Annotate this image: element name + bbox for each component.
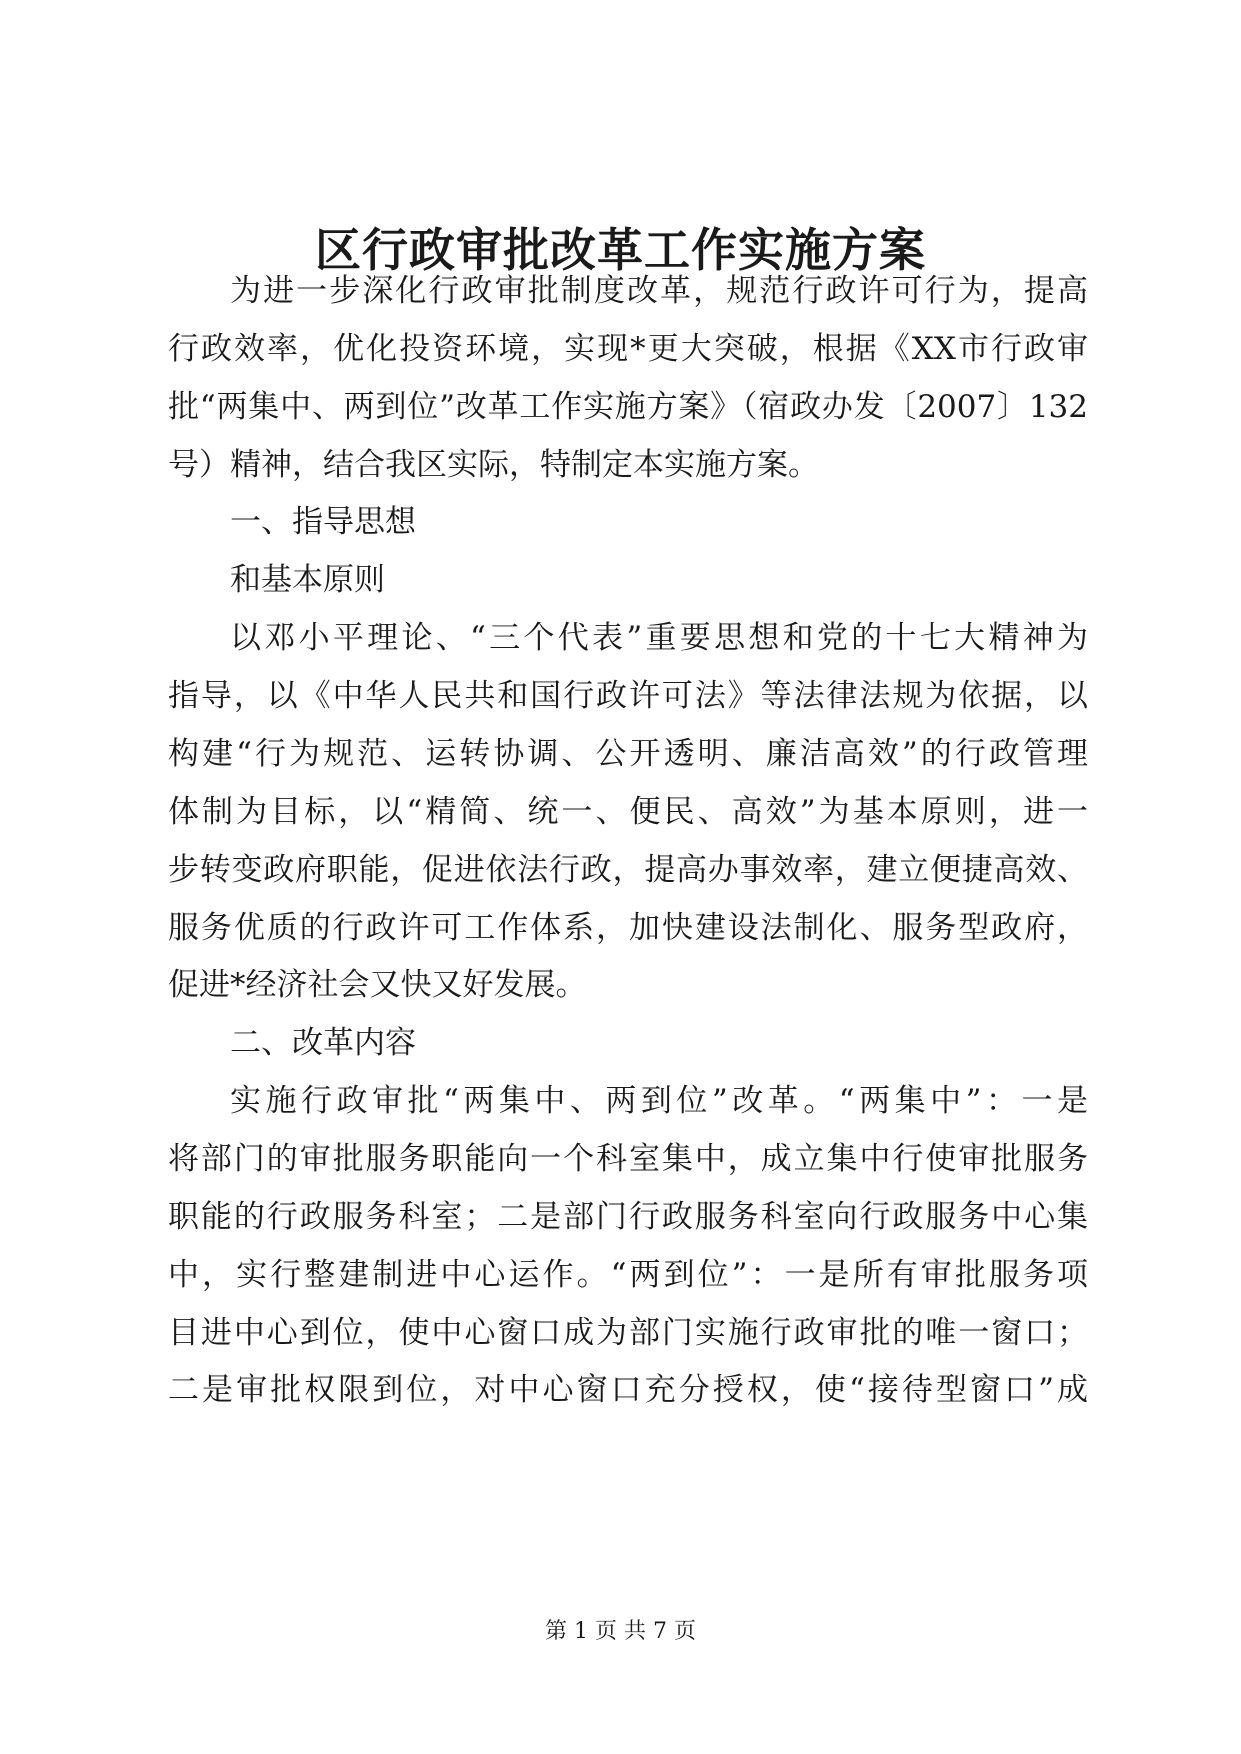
- paragraph-line: 促进*经济社会又快又好发展。: [168, 967, 587, 1003]
- document-title: 区行政审批改革工作实施方案: [315, 223, 926, 277]
- paragraph-line: 目进中心到位，使中心窗口成为部门实施行政审批的唯一窗口；: [168, 1315, 1088, 1351]
- paragraph-line: 实施行政审批“两集中、两到位”改革。“两集中”：一是: [230, 1083, 1088, 1119]
- paragraph-line: 批“两集中、两到位”改革工作实施方案》（宿政办发〔2007〕132: [168, 389, 1088, 425]
- paragraph-line: 二是审批权限到位，对中心窗口充分授权，使“接待型窗口”成: [168, 1372, 1088, 1408]
- paragraph-line: 为进一步深化行政审批制度改革，规范行政许可行为，提高: [230, 273, 1088, 309]
- paragraph-line: 职能的行政服务科室；二是部门行政服务科室向行政服务中心集: [168, 1199, 1088, 1235]
- paragraph-line: 步转变政府职能，促进依法行政，提高办事效率，建立便捷高效、: [168, 852, 1088, 888]
- paragraph-line: 将部门的审批服务职能向一个科室集中，成立集中行使审批服务: [168, 1141, 1088, 1177]
- paragraph-line: 中，实行整建制进中心运作。“两到位”：一是所有审批服务项: [168, 1257, 1088, 1293]
- paragraph-line: 号）精神，结合我区实际，特制定本实施方案。: [168, 447, 819, 483]
- section-heading: 二、改革内容: [230, 1025, 416, 1061]
- paragraph-line: 行政效率，优化投资环境，实现*更大突破，根据《XX市行政审: [168, 331, 1088, 367]
- paragraph-line: 体制为目标，以“精简、统一、便民、高效”为基本原则，进一: [168, 794, 1088, 830]
- paragraph-line: 以邓小平理论、“三个代表”重要思想和党的十七大精神为: [230, 620, 1088, 656]
- section-heading: 一、指导思想: [230, 504, 416, 540]
- section-heading: 和基本原则: [230, 562, 385, 598]
- paragraph-line: 服务优质的行政许可工作体系，加快建设法制化、服务型政府，: [168, 910, 1088, 946]
- paragraph-line: 指导，以《中华人民共和国行政许可法》等法律法规为依据，以: [168, 678, 1088, 714]
- paragraph-line: 构建“行为规范、运转协调、公开透明、廉洁高效”的行政管理: [168, 736, 1088, 772]
- page-number-footer: 第 1 页 共 7 页: [545, 1619, 696, 1644]
